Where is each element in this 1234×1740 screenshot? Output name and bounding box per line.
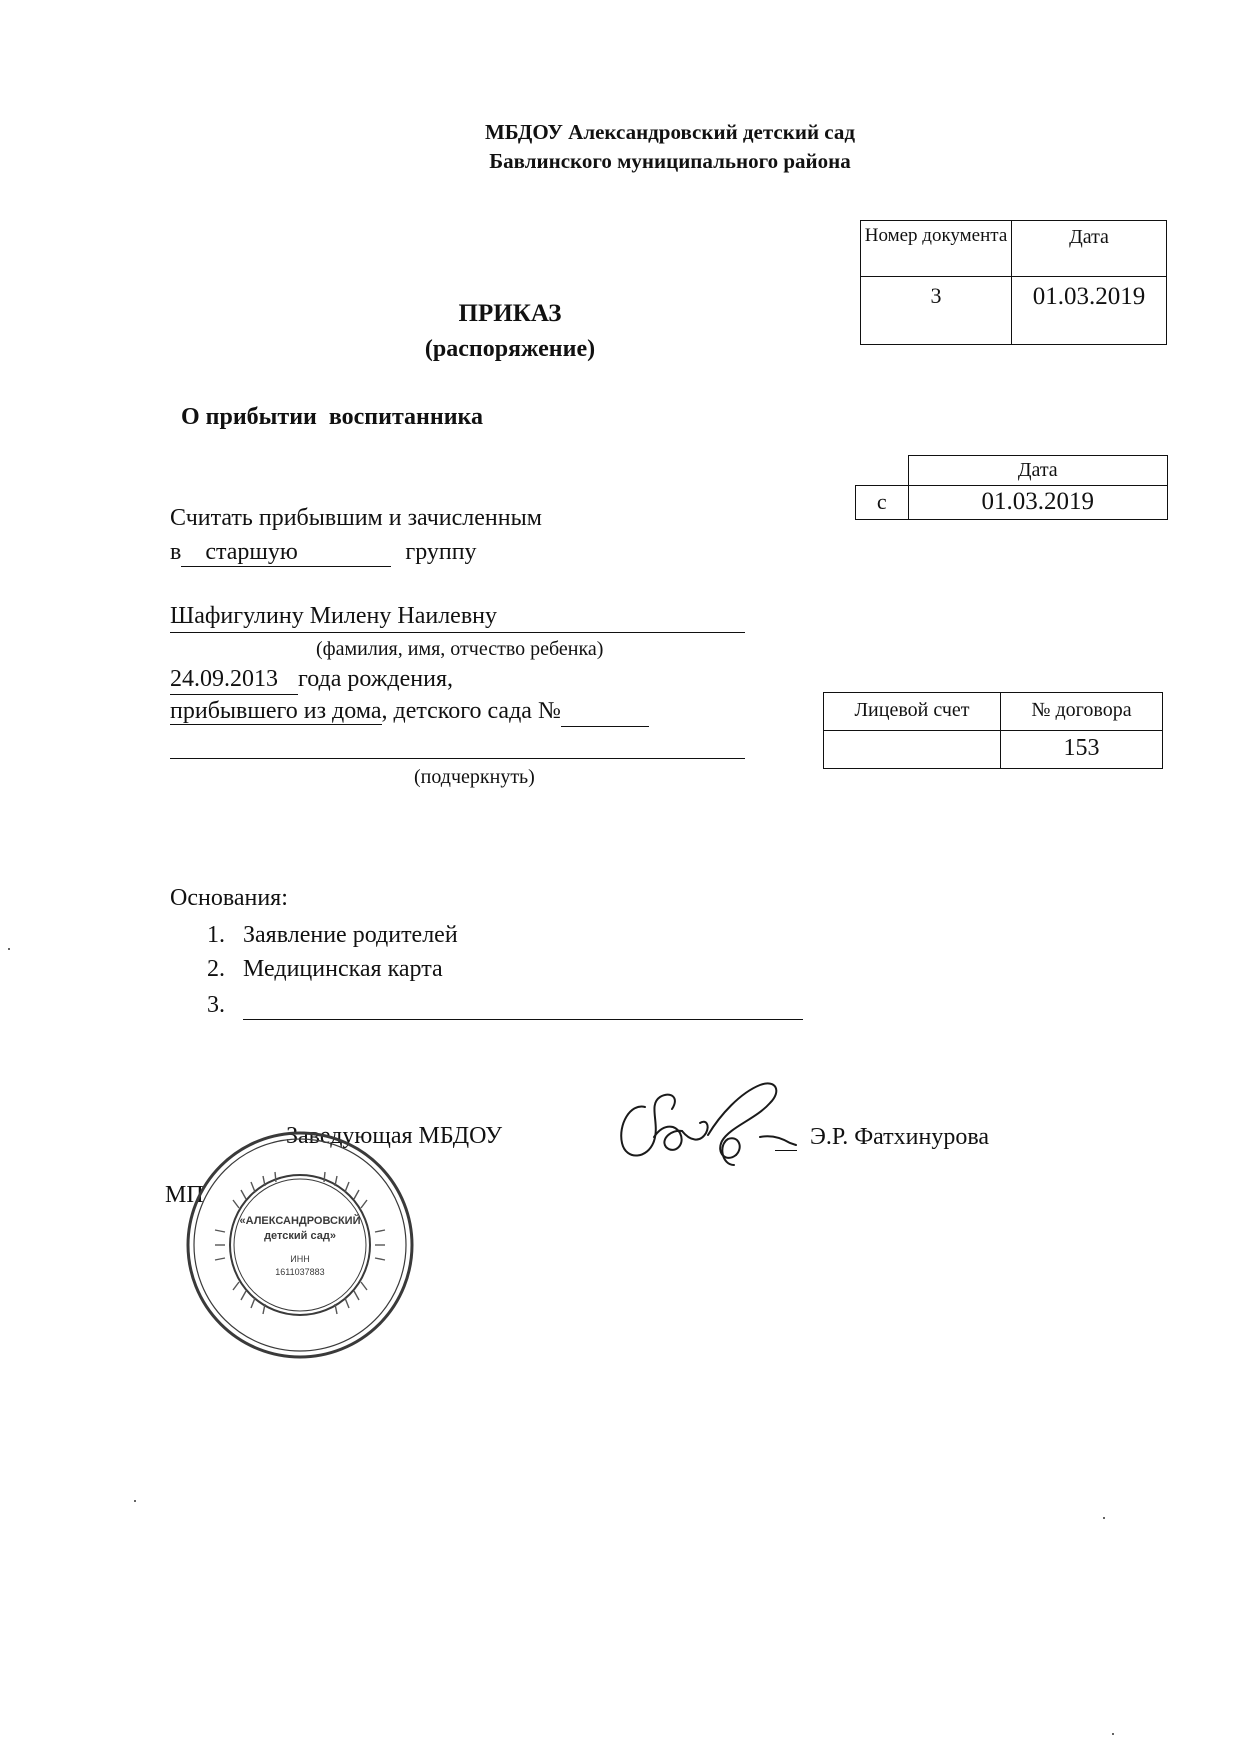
stamp-rings — [175, 1120, 425, 1370]
scan-speck — [8, 948, 10, 950]
grounds-item — [207, 954, 443, 984]
extra-blank-line — [170, 758, 745, 759]
stamp-center-line1: «АЛЕКСАНДРОВСКИЙ — [239, 1215, 361, 1227]
scan-speck — [1103, 1517, 1105, 1519]
grounds-item-text: Заявление родителей — [243, 922, 458, 948]
kindergarten-number-blank — [561, 700, 649, 727]
account-table — [823, 692, 1163, 769]
from-date-table — [855, 455, 1168, 520]
scan-speck — [1112, 1733, 1114, 1735]
group-suffix: группу — [405, 539, 477, 565]
org-name-line1: МБДОУ Александровский детский сад — [484, 120, 856, 144]
grounds-item-number: 2. — [207, 956, 225, 982]
doc-date-value: 01.03.2019 — [1012, 277, 1167, 345]
from-date-blank-cell — [856, 456, 909, 486]
doc-number-header: Номер документа — [861, 221, 1012, 277]
order-subtitle: (распоряжение) — [424, 336, 596, 362]
doc-number-table — [860, 220, 1167, 345]
group-name: старшую — [205, 539, 298, 565]
account-header: Лицевой счет — [824, 693, 1001, 731]
grounds-heading: Основания: — [170, 885, 288, 911]
birth-suffix: года рождения, — [298, 666, 453, 692]
contract-value: 153 — [1001, 731, 1163, 769]
birth-line — [170, 664, 453, 695]
from-date-header: Дата — [908, 456, 1168, 486]
org-name-line2: Бавлинского муниципального района — [489, 149, 851, 173]
child-name-line — [170, 600, 745, 633]
handwritten-signature — [610, 1075, 800, 1185]
group-line — [170, 537, 477, 567]
grounds-item-number: 3. — [207, 992, 225, 1018]
account-value — [824, 731, 1001, 769]
official-stamp — [175, 1120, 425, 1370]
stamp-inn: 1611037883 — [275, 1267, 325, 1277]
arrived-line — [170, 696, 649, 727]
from-date-prefix: с — [856, 486, 909, 520]
arrived-from: прибывшего из дома — [170, 698, 382, 724]
grounds-item-number: 1. — [207, 922, 225, 948]
signatory-position: Заведующая МБДОУ — [286, 1123, 503, 1149]
grounds-item-text: Медицинская карта — [243, 956, 443, 982]
scan-speck — [134, 1500, 136, 1502]
signature-line — [775, 1150, 797, 1151]
order-line1: Считать прибывшим и зачисленным — [170, 505, 542, 531]
underline-caption: (подчеркнуть) — [414, 766, 535, 788]
signatory-name: Э.Р. Фатхинурова — [810, 1124, 990, 1150]
grounds-item-blank — [243, 993, 803, 1020]
order-subject: О прибытии воспитанника — [181, 404, 483, 430]
child-name: Шафигулину Милену Наилевну — [170, 603, 497, 629]
child-name-caption: (фамилия, имя, отчество ребенка) — [316, 638, 604, 660]
group-value — [181, 538, 391, 567]
from-date-value: 01.03.2019 — [908, 486, 1168, 520]
doc-date-header: Дата — [1012, 221, 1167, 277]
mp-label: МП — [165, 1182, 204, 1208]
doc-number-value: 3 — [861, 277, 1012, 345]
stamp-center-line2: детский сад» — [264, 1230, 336, 1242]
stamp-inn-label: ИНН — [290, 1254, 310, 1264]
contract-header: № договора — [1001, 693, 1163, 731]
group-prefix: в — [170, 539, 182, 565]
birth-date: 24.09.2013 — [170, 664, 298, 695]
grounds-item — [207, 990, 803, 1020]
order-title: ПРИКАЗ — [458, 300, 562, 327]
arrived-rest: , детского сада № — [381, 698, 561, 724]
grounds-item — [207, 920, 458, 950]
